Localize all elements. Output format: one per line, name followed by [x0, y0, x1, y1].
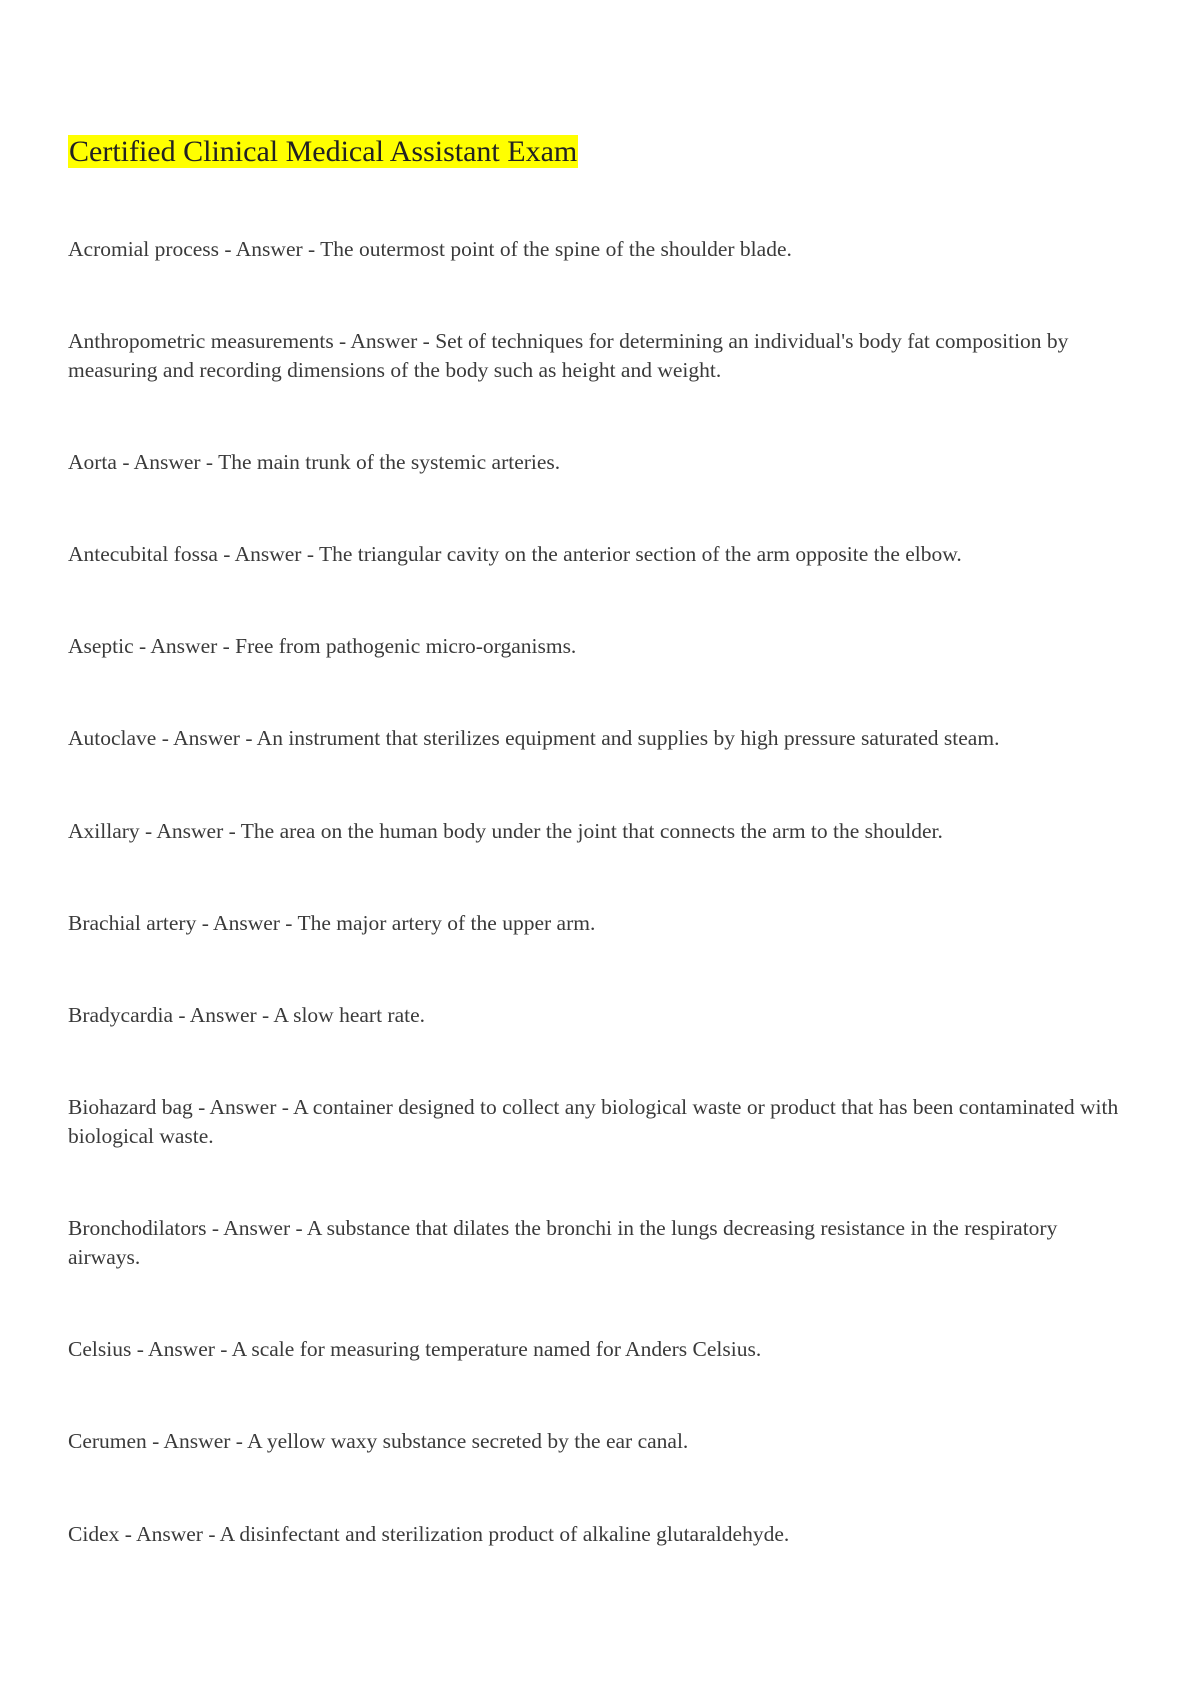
flashcard-entry: Anthropometric measurements - Answer - Set of techniques for determining an individual's body fat composition by measuring and recording dimensions of the body such as height and weight.	[68, 329, 1069, 382]
flashcard-entry: Biohazard bag - Answer - A container designed to collect any biological waste or product that has been contaminated with biological waste.	[68, 1095, 1119, 1148]
flashcard-entry: Autoclave - Answer - An instrument that sterilizes equipment and supplies by high pressure saturated steam.	[68, 726, 1000, 750]
flashcard-entry: Aseptic - Answer - Free from pathogenic micro-organisms.	[68, 634, 577, 658]
flashcard-entry: Axillary - Answer - The area on the human body under the joint that connects the arm to the shoulder.	[68, 819, 943, 843]
flashcard-entry: Celsius - Answer - A scale for measuring temperature named for Anders Celsius.	[68, 1337, 762, 1361]
flashcard-entry: Cerumen - Answer - A yellow waxy substance secreted by the ear canal.	[68, 1429, 689, 1453]
flashcard-entry: Brachial artery - Answer - The major artery of the upper arm.	[68, 911, 596, 935]
document-title	[68, 133, 578, 171]
flashcard-entry: Aorta - Answer - The main trunk of the systemic arteries.	[68, 450, 561, 474]
flashcard-entry: Bradycardia - Answer - A slow heart rate.	[68, 1003, 426, 1027]
flashcard-entry: Bronchodilators - Answer - A substance that dilates the bronchi in the lungs decreasing resistance in the respiratory airways.	[68, 1216, 1058, 1269]
flashcard-entry: Cidex - Answer - A disinfectant and sterilization product of alkaline glutaraldehyde.	[68, 1522, 790, 1546]
flashcard-entry: Antecubital fossa - Answer - The triangular cavity on the anterior section of the arm opposite the elbow.	[68, 542, 962, 566]
title-highlight: Certified Clinical Medical Assistant Exam	[69, 135, 578, 168]
flashcard-entry: Acromial process - Answer - The outermost point of the spine of the shoulder blade.	[68, 237, 792, 261]
